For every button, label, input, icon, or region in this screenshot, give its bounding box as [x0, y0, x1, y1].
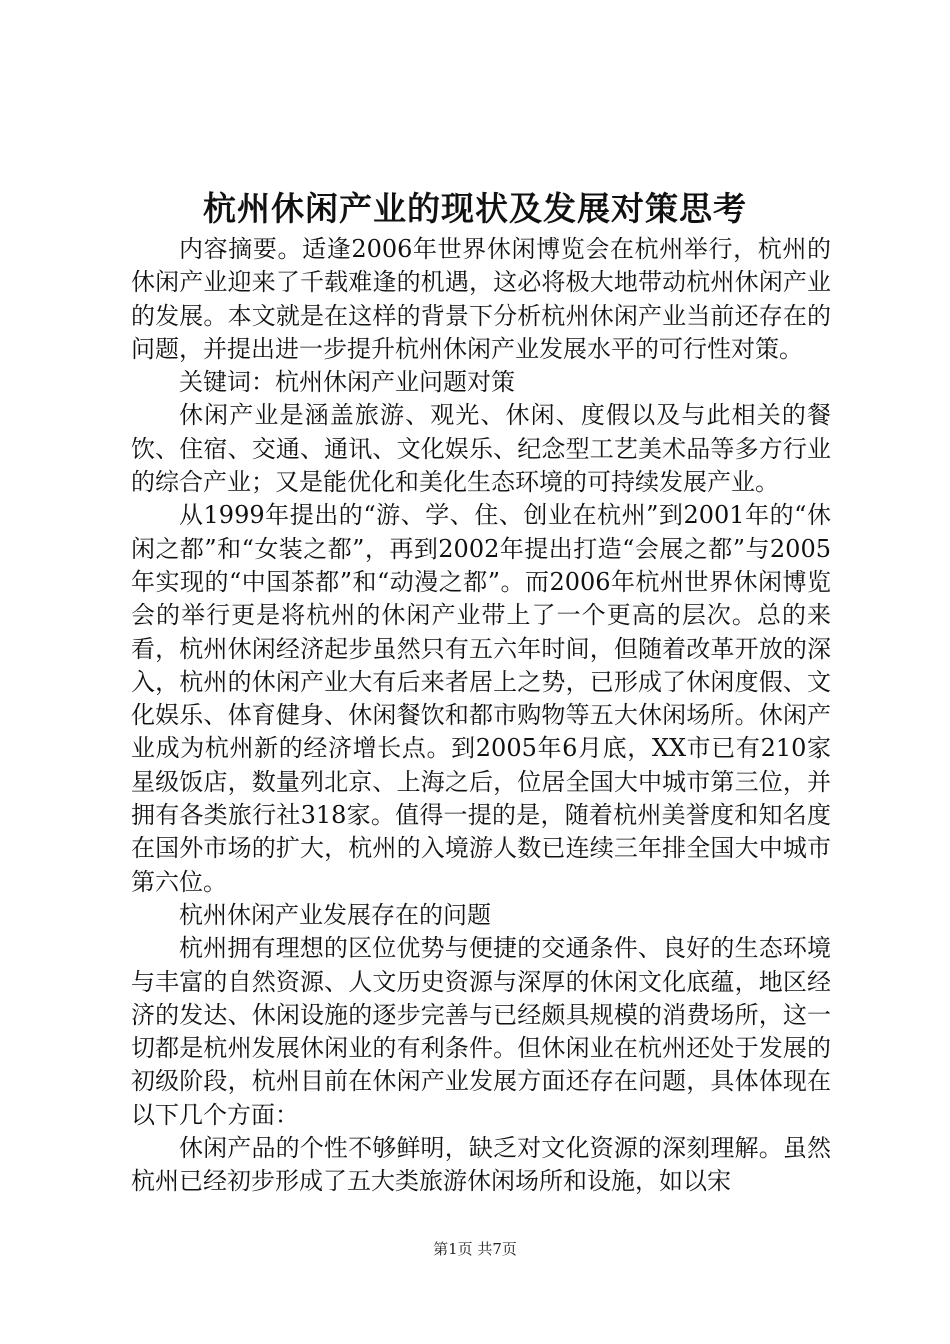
document-title: 杭州休闲产业的现状及发展对策思考: [203, 189, 747, 228]
body-paragraph: 休闲产品的个性不够鲜明，缺乏对文化资源的深刻理解。虽然杭州已经初步形成了五大类旅游休闲场所和设施，如以宋: [131, 1134, 831, 1196]
page-footer: 第1页 共7页: [433, 1240, 517, 1258]
body-paragraph: 从1999年提出的“游、学、住、创业在杭州”到2001年的“休闲之都”和“女装之都”，再到2002年提出打造“会展之都”与2005年实现的“中国茶都”和“动漫之都”。而2006年杭州世界休闲博览会的举行更是将杭州的休闲产业带上了一个更高的层次。总的来看，杭州休闲经济起步虽然只有五六年时间，但随着改革开放的深入，杭州的休闲产业大有后来者居上之势，已形成了休闲度假、文化娱乐、体育健身、休闲餐饮和都市购物等五大休闲场所。休闲产业成为杭州新的经济增长点。到2005年6月底，XX市已有210家星级饭店，数量列北京、上海之后，位居全国大中城市第三位，并拥有各类旅行社318家。值得一提的是，随着杭州美誉度和知名度在国外市场的扩大，杭州的入境游人数已连续三年排全国大中城市第六位。: [131, 501, 831, 896]
section-heading: 杭州休闲产业发展存在的问题: [179, 900, 491, 929]
body-paragraph: 休闲产业是涵盖旅游、观光、休闲、度假以及与此相关的餐饮、住宿、交通、通讯、文化娱乐、纪念型工艺美术品等多方行业的综合产业；又是能优化和美化生态环境的可持续发展产业。: [131, 401, 831, 497]
document-body: [131, 233, 831, 1199]
keywords-line: 关键词：杭州休闲产业问题对策: [179, 368, 515, 397]
abstract-paragraph: 内容摘要。适逢2006年世界休闲博览会在杭州举行，杭州的休闲产业迎来了千载难逢的机遇，这必将极大地带动杭州休闲产业的发展。本文就是在这样的背景下分析杭州休闲产业当前还存在的问题，并提出进一步提升杭州休闲产业发展水平的可行性对策。: [131, 235, 831, 363]
body-paragraph: 杭州拥有理想的区位优势与便捷的交通条件、良好的生态环境与丰富的自然资源、人文历史资源与深厚的休闲文化底蕴，地区经济的发达、休闲设施的逐步完善与已经颇具规模的消费场所，这一切都是杭州发展休闲业的有利条件。但休闲业在杭州还处于发展的初级阶段，杭州目前在休闲产业发展方面还存在问题，具体体现在以下几个方面：: [131, 934, 831, 1129]
